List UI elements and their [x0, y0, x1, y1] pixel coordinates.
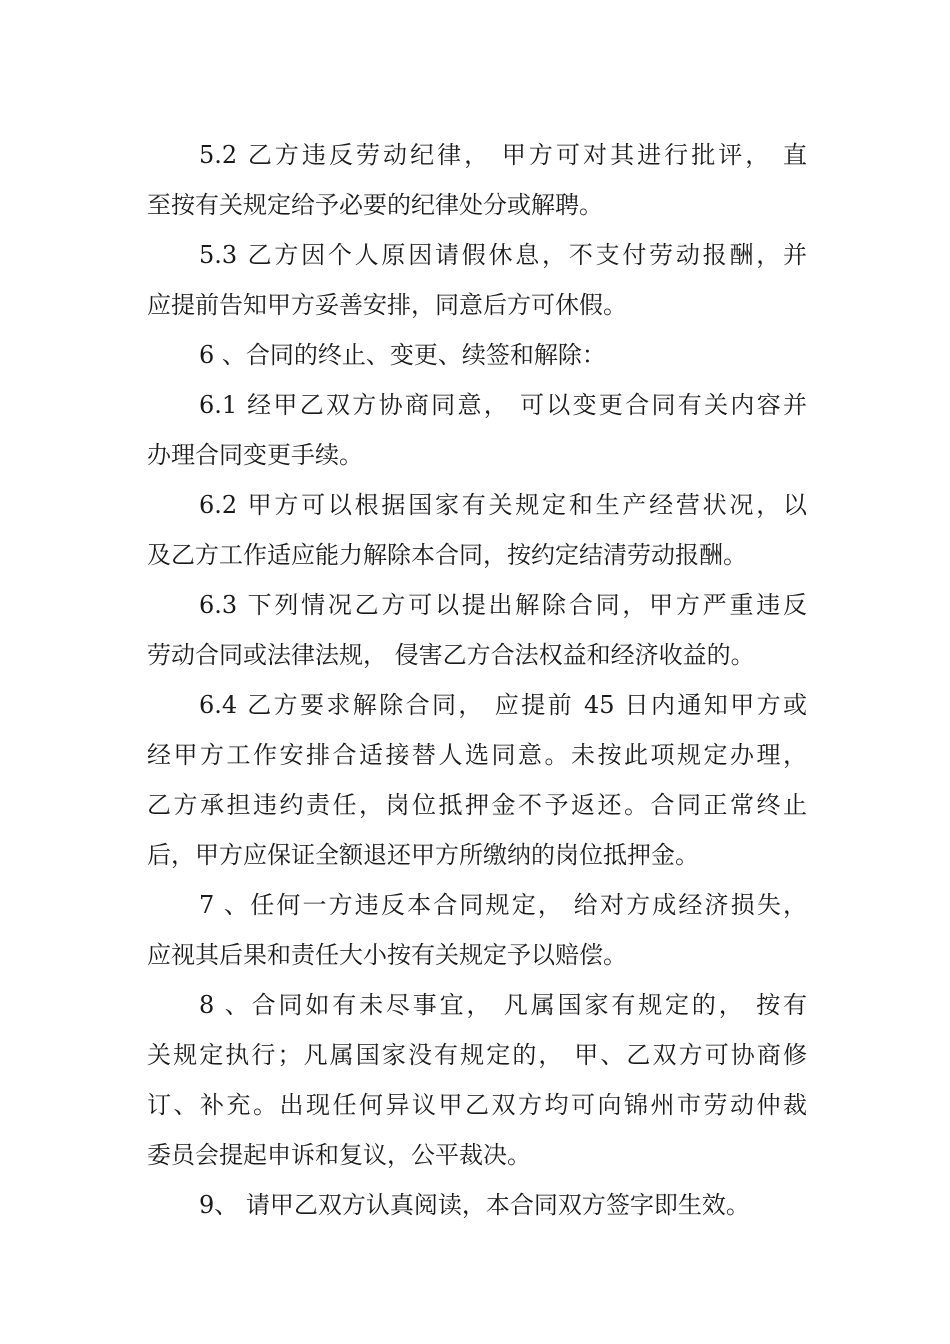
clause-6-2: [147, 480, 807, 580]
contract-body: [147, 130, 807, 1230]
text-line: 9、 请甲乙双方认真阅读，本合同双方签字即生效。: [199, 1191, 750, 1219]
text-line: 经甲方工作安排合适接替人选同意。未按此项规定办理，: [147, 741, 807, 769]
clause-8: [147, 980, 807, 1180]
text-line: 6.2 甲方可以根据国家有关规定和生产经营状况，以: [199, 491, 807, 519]
text-line: 8 、合同如有未尽事宜， 凡属国家有规定的， 按有: [199, 991, 807, 1019]
text-line: 订、补充。出现任何异议甲乙双方均可向锦州市劳动仲裁: [147, 1091, 807, 1119]
clause-5-2: [147, 130, 807, 230]
text-line: 及乙方工作适应能力解除本合同，按约定结清劳动报酬。: [147, 541, 747, 569]
text-line: 6 、合同的终止、变更、续签和解除：: [199, 341, 606, 369]
text-line: 应提前告知甲方妥善安排，同意后方可休假。: [147, 291, 627, 319]
text-line: 乙方承担违约责任，岗位抵押金不予返还。合同正常终止: [147, 791, 807, 819]
text-line: 6.1 经甲乙双方协商同意， 可以变更合同有关内容并: [199, 391, 807, 419]
text-line: 关规定执行；凡属国家没有规定的， 甲、乙双方可协商修: [147, 1041, 807, 1069]
clause-6-heading: [147, 330, 807, 380]
text-line: 7 、任何一方违反本合同规定， 给对方成经济损失，: [199, 891, 807, 919]
text-line: 办理合同变更手续。: [147, 441, 363, 469]
clause-6-4: [147, 680, 807, 880]
text-line: 委员会提起申诉和复议，公平裁决。: [147, 1141, 531, 1169]
text-line: 劳动合同或法律法规， 侵害乙方合法权益和经济收益的。: [147, 641, 755, 669]
clause-7: [147, 880, 807, 980]
text-line: 5.3 乙方因个人原因请假休息，不支付劳动报酬，并: [199, 241, 807, 269]
clause-6-1: [147, 380, 807, 480]
clause-6-3: [147, 580, 807, 680]
text-line: 5.2 乙方违反劳动纪律， 甲方可对其进行批评， 直: [199, 141, 807, 169]
text-line: 应视其后果和责任大小按有关规定予以赔偿。: [147, 941, 627, 969]
text-line: 6.4 乙方要求解除合同， 应提前 45 日内通知甲方或: [199, 691, 807, 719]
clause-5-3: [147, 230, 807, 330]
text-line: 后，甲方应保证全额退还甲方所缴纳的岗位抵押金。: [147, 841, 699, 869]
text-line: 至按有关规定给予必要的纪律处分或解聘。: [147, 191, 603, 219]
text-line: 6.3 下列情况乙方可以提出解除合同，甲方严重违反: [199, 591, 807, 619]
clause-9: [147, 1180, 807, 1230]
